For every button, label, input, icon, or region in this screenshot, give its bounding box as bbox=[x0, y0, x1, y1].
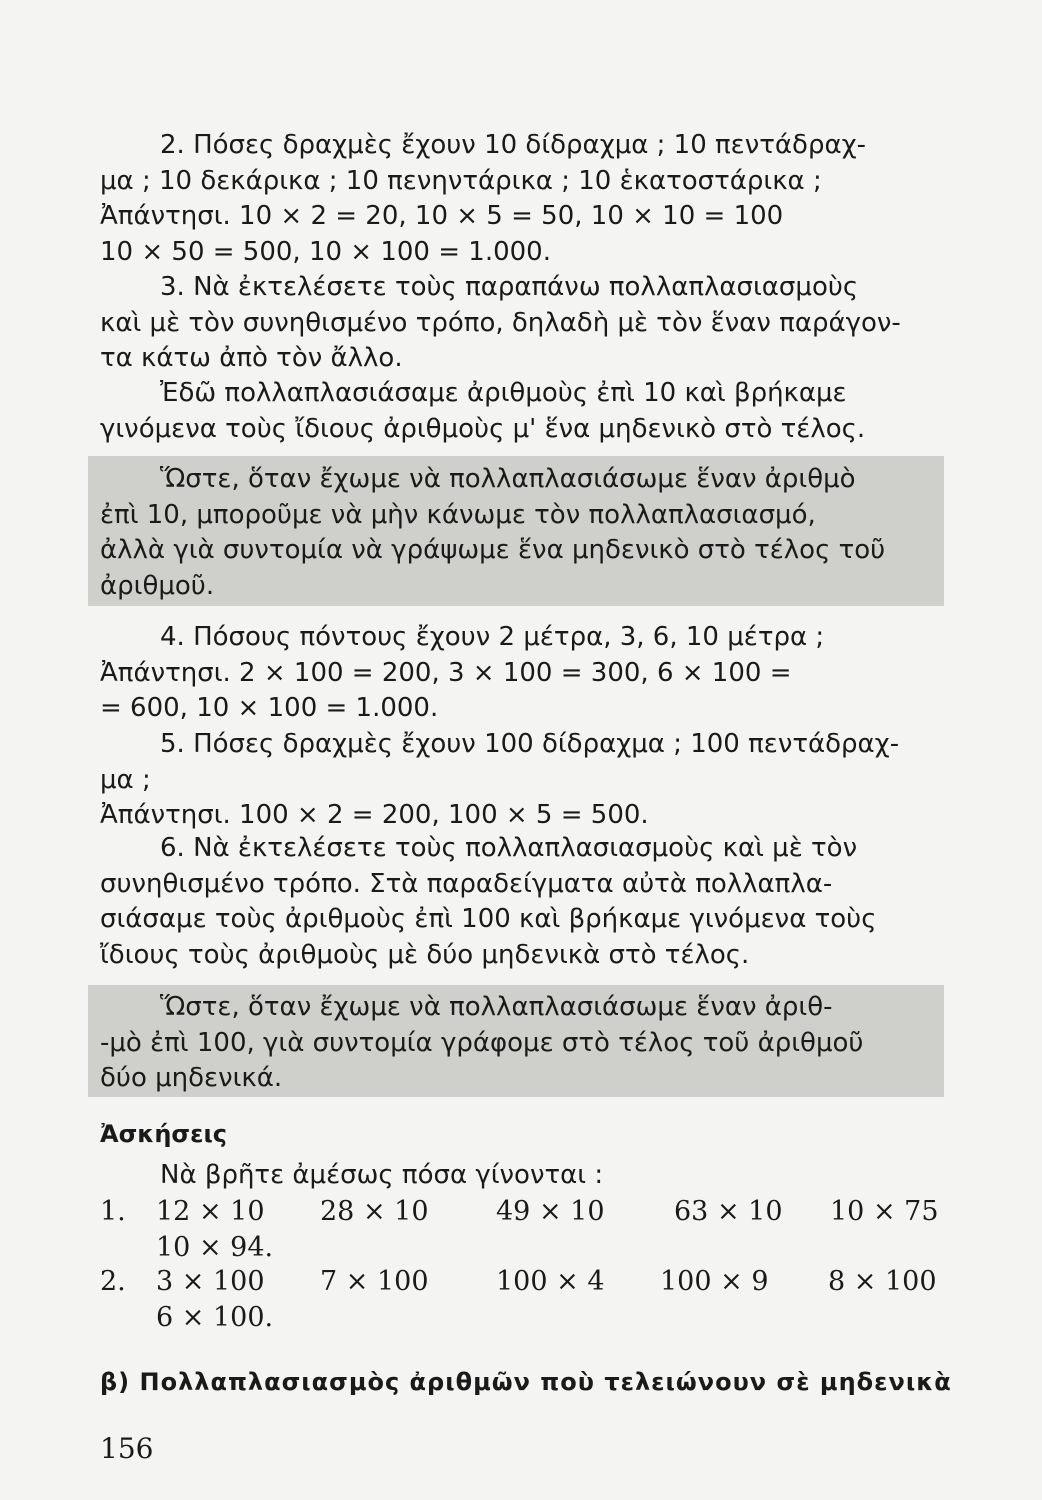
rule-multiply-by-100 bbox=[100, 990, 940, 1097]
problem-4 bbox=[100, 620, 940, 727]
text-line: Ὥστε, ὅταν ἔχωμε νὰ πολλαπλασιάσωμε ἕναν ἀριθμὸ bbox=[160, 464, 856, 494]
text-line: -μὸ ἐπὶ 100, γιὰ συντομία γράφομε στὸ τέλος τοῦ ἀριθμοῦ bbox=[100, 1027, 864, 1058]
text-line: Ἀπάντησι. 100 × 2 = 200, 100 × 5 = 500. bbox=[100, 800, 649, 830]
problem-3 bbox=[100, 270, 940, 377]
exercise-item: 8 × 100 bbox=[828, 1266, 937, 1297]
text-line: Ἀπάντησι. 2 × 100 = 200, 3 × 100 = 300, 6 × 100 = bbox=[100, 657, 792, 688]
exercise-item: 28 × 10 bbox=[320, 1196, 429, 1227]
exercise-item: 49 × 10 bbox=[496, 1196, 605, 1227]
text-line: σιάσαμε τοὺς ἀριθμοὺς ἐπὶ 100 καὶ βρήκαμε γινόμενα τοὺς bbox=[100, 904, 877, 934]
exercise-item: 6 × 100. bbox=[156, 1302, 274, 1333]
text-line: ἀλλὰ γιὰ συντομία νὰ γράψωμε ἕνα μηδενικὸ στὸ τέλος τοῦ bbox=[100, 535, 886, 565]
exercises-instruction: Νὰ βρῆτε ἀμέσως πόσα γίνονται : bbox=[160, 1160, 604, 1190]
text-line: Ἐδῶ πολλαπλασιάσαμε ἀριθμοὺς ἐπὶ 10 καὶ βρήκαμε bbox=[160, 378, 847, 408]
text-line: ἐπὶ 10, μποροῦμε νὰ μὴν κάνωμε τὸν πολλαπλασιασμό, bbox=[100, 499, 816, 530]
text-line: 4. Πόσους πόντους ἔχουν 2 μέτρα, 3, 6, 10 μέτρα ; bbox=[160, 622, 825, 652]
text-line: 10 × 50 = 500, 10 × 100 = 1.000. bbox=[100, 236, 551, 267]
text-line: ἀριθμοῦ. bbox=[100, 570, 215, 601]
exercise-item: 7 × 100 bbox=[320, 1266, 429, 1297]
text-line: Ὥστε, ὅταν ἔχωμε νὰ πολλαπλασιάσωμε ἕναν ἀριθ- bbox=[160, 992, 833, 1022]
text-line: 2. Πόσες δραχμὲς ἔχουν 10 δίδραχμα ; 10 πεντάδραχ- bbox=[160, 130, 866, 160]
text-line: μα ; bbox=[100, 764, 151, 795]
exercises-heading: Ἀσκήσεις bbox=[100, 1120, 228, 1148]
text-line: = 600, 10 × 100 = 1.000. bbox=[100, 693, 439, 723]
text-line: μα ; 10 δεκάρικα ; 10 πενηντάρικα ; 10 ἑκατοστάρικα ; bbox=[100, 165, 822, 196]
text-line: τα κάτω ἀπὸ τὸν ἄλλο. bbox=[100, 343, 403, 373]
text-line: ἴδιους τοὺς ἀριθμοὺς μὲ δύο μηδενικὰ στὸ τέλος. bbox=[100, 939, 750, 970]
problem-5 bbox=[100, 727, 940, 834]
exercise-item: 100 × 9 bbox=[660, 1266, 769, 1297]
text-line: 3. Νὰ ἐκτελέσετε τοὺς παραπάνω πολλαπλασιασμοὺς bbox=[160, 272, 859, 302]
rule-multiply-by-10 bbox=[100, 462, 940, 604]
problem-2 bbox=[100, 128, 940, 270]
exercise-item: 10 × 75 bbox=[830, 1196, 939, 1227]
exercise-row-2 bbox=[100, 1266, 960, 1346]
text-line: γινόμενα τοὺς ἴδιους ἀριθμοὺς μ' ἕνα μηδενικὸ στὸ τέλος. bbox=[100, 413, 866, 444]
text-line: δύο μηδενικά. bbox=[100, 1063, 283, 1093]
explanation-10 bbox=[100, 376, 940, 447]
problem-6 bbox=[100, 831, 940, 973]
page-number: 156 bbox=[100, 1432, 154, 1465]
text-line: 6. Νὰ ἐκτελέσετε τοὺς πολλαπλασιασμοὺς καὶ μὲ τὸν bbox=[160, 833, 858, 863]
text-line: 5. Πόσες δραχμὲς ἔχουν 100 δίδραχμα ; 100 πεντάδραχ- bbox=[160, 729, 900, 759]
exercise-number: 1. bbox=[100, 1196, 126, 1227]
exercise-item: 63 × 10 bbox=[674, 1196, 783, 1227]
section-title: β) Πολλαπλασιασμὸς ἀριθμῶν ποὺ τελειώνουν σὲ μηδενικὰ bbox=[100, 1368, 952, 1396]
exercise-row-1 bbox=[100, 1196, 960, 1276]
exercise-item: 12 × 10 bbox=[156, 1196, 265, 1227]
exercise-number: 2. bbox=[100, 1266, 126, 1297]
exercise-item: 100 × 4 bbox=[496, 1266, 605, 1297]
text-line: συνηθισμένο τρόπο. Στὰ παραδείγματα αὐτὰ πολλαπλα- bbox=[100, 868, 833, 899]
exercise-item: 10 × 94. bbox=[156, 1232, 274, 1263]
exercise-item: 3 × 100 bbox=[156, 1266, 265, 1297]
text-line: καὶ μὲ τὸν συνηθισμένο τρόπο, δηλαδὴ μὲ τὸν ἕναν παράγον- bbox=[100, 307, 901, 338]
text-line: Ἀπάντησι. 10 × 2 = 20, 10 × 5 = 50, 10 × 10 = 100 bbox=[100, 201, 784, 231]
